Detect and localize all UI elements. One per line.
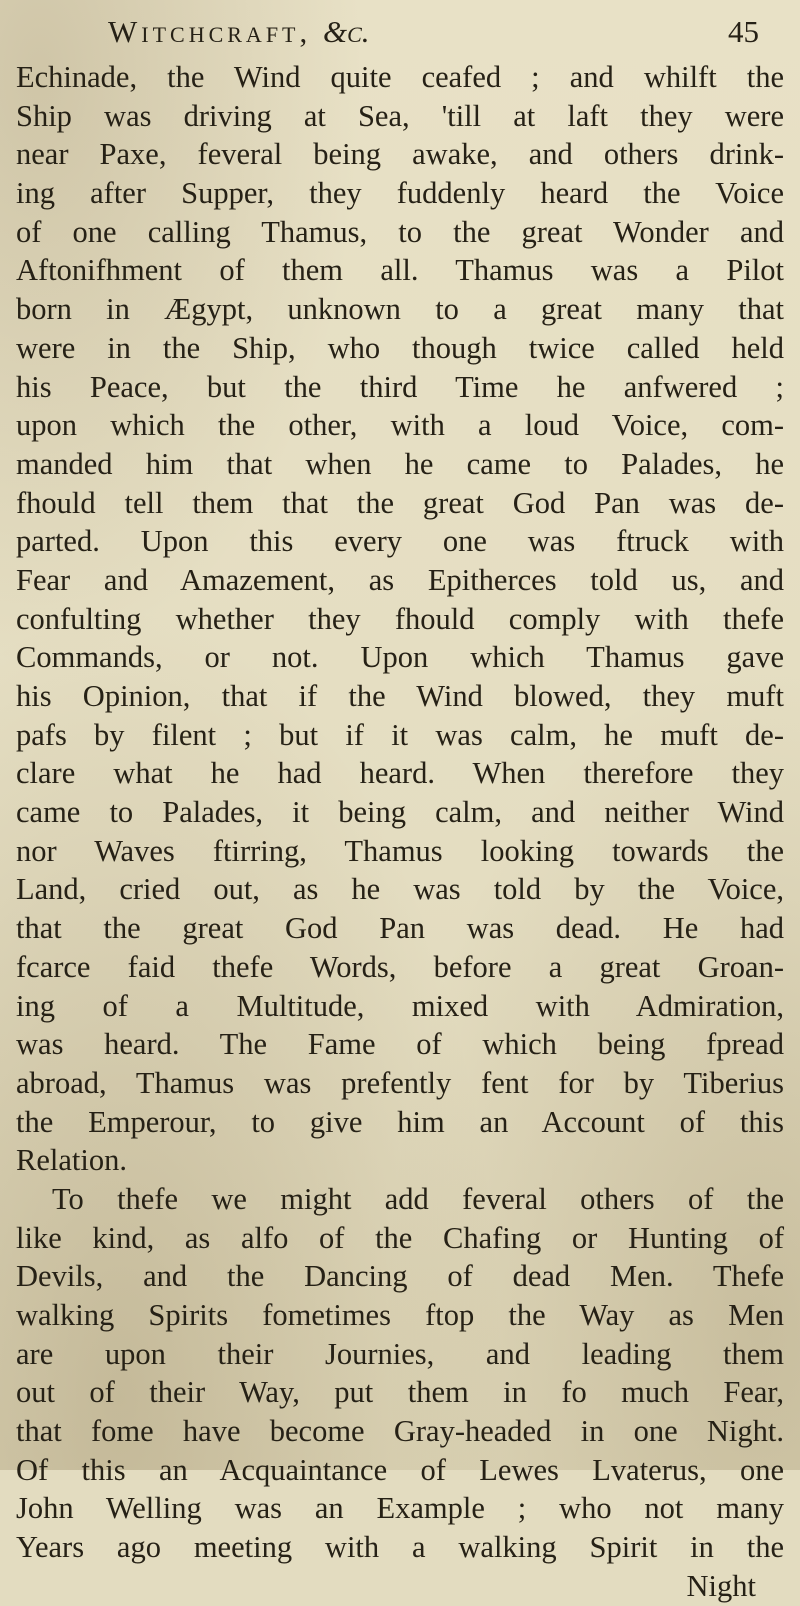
text-line: Fear and Amazement, as Epitherces told us, and: [16, 562, 784, 597]
text-line: his Peace, but the third Time he anfwered ;: [16, 369, 784, 404]
text-line: fcarce faid thefe Words, before a great Groan-: [16, 949, 784, 984]
text-line: Ship was driving at Sea, 'till at laft they were: [16, 98, 784, 133]
text-line: abroad, Thamus was prefently fent for by Tiberius: [16, 1065, 784, 1100]
text-line: upon which the other, with a loud Voice, com-: [16, 408, 784, 443]
catchword: Night: [686, 1568, 756, 1603]
text-line: manded him that when he came to Palades, he: [16, 446, 784, 481]
text-line: Echinade, the Wind quite ceafed ; and whilft the: [16, 60, 784, 94]
text-line: ing after Supper, they fuddenly heard the Voice: [16, 176, 784, 211]
text-line: born in Ægypt, unknown to a great many that: [16, 292, 784, 327]
text-line: nor Waves ftirring, Thamus looking towards the: [16, 833, 784, 868]
text-line: Relation.: [16, 1143, 127, 1178]
text-line: was heard. The Fame of which being fpread: [16, 1027, 784, 1062]
text-line: like kind, as alfo of the Chafing or Hunting of: [16, 1220, 784, 1255]
text-line: parted. Upon this every one was ftruck with: [16, 524, 784, 559]
text-line: out of their Way, put them in fo much Fear,: [16, 1375, 784, 1410]
text-line: Of this an Acquaintance of Lewes Lvaterus, one: [16, 1452, 784, 1487]
page-number: 45: [728, 14, 759, 49]
running-title: Witchcraft,: [108, 14, 323, 49]
text-line: that fome have become Gray-headed in one Night.: [16, 1414, 784, 1449]
text-line: near Paxe, feveral being awake, and others drink-: [16, 137, 784, 172]
running-title-etc: &c.: [323, 14, 370, 49]
text-line: came to Palades, it being calm, and neither Wind: [16, 795, 784, 830]
text-line: Land, cried out, as he was told by the Voice,: [16, 872, 784, 907]
text-line: John Welling was an Example ; who not many: [16, 1491, 784, 1526]
text-line: walking Spirits fometimes ftop the Way as Men: [16, 1298, 784, 1332]
text-line: are upon their Journies, and leading them: [16, 1336, 784, 1371]
text-line: To thefe we might add feveral others of the: [52, 1181, 784, 1216]
text-line: that the great God Pan was dead. He had: [16, 911, 784, 946]
text-line: confulting whether they fhould comply with thefe: [16, 601, 784, 636]
text-line: pafs by filent ; but if it was calm, he muft de-: [16, 717, 784, 752]
text-line: clare what he had heard. When therefore they: [16, 756, 784, 791]
text-line: ing of a Multitude, mixed with Admiration,: [16, 988, 784, 1023]
text-line: the Emperour, to give him an Account of this: [16, 1104, 784, 1139]
running-head: [108, 14, 668, 50]
text-line: Commands, or not. Upon which Thamus gave: [16, 640, 784, 675]
text-line: Years ago meeting with a walking Spirit in the: [16, 1530, 784, 1565]
body-text: [16, 58, 784, 1606]
text-line: Aftonifhment of them all. Thamus was a Pilot: [16, 253, 784, 288]
text-line: his Opinion, that if the Wind blowed, they muft: [16, 679, 784, 713]
text-line: fhould tell them that the great God Pan was de-: [16, 485, 784, 520]
text-line: of one calling Thamus, to the great Wonder and: [16, 214, 784, 249]
text-line: were in the Ship, who though twice called held: [16, 330, 784, 365]
text-line: Devils, and the Dancing of dead Men. Thefe: [16, 1259, 784, 1294]
